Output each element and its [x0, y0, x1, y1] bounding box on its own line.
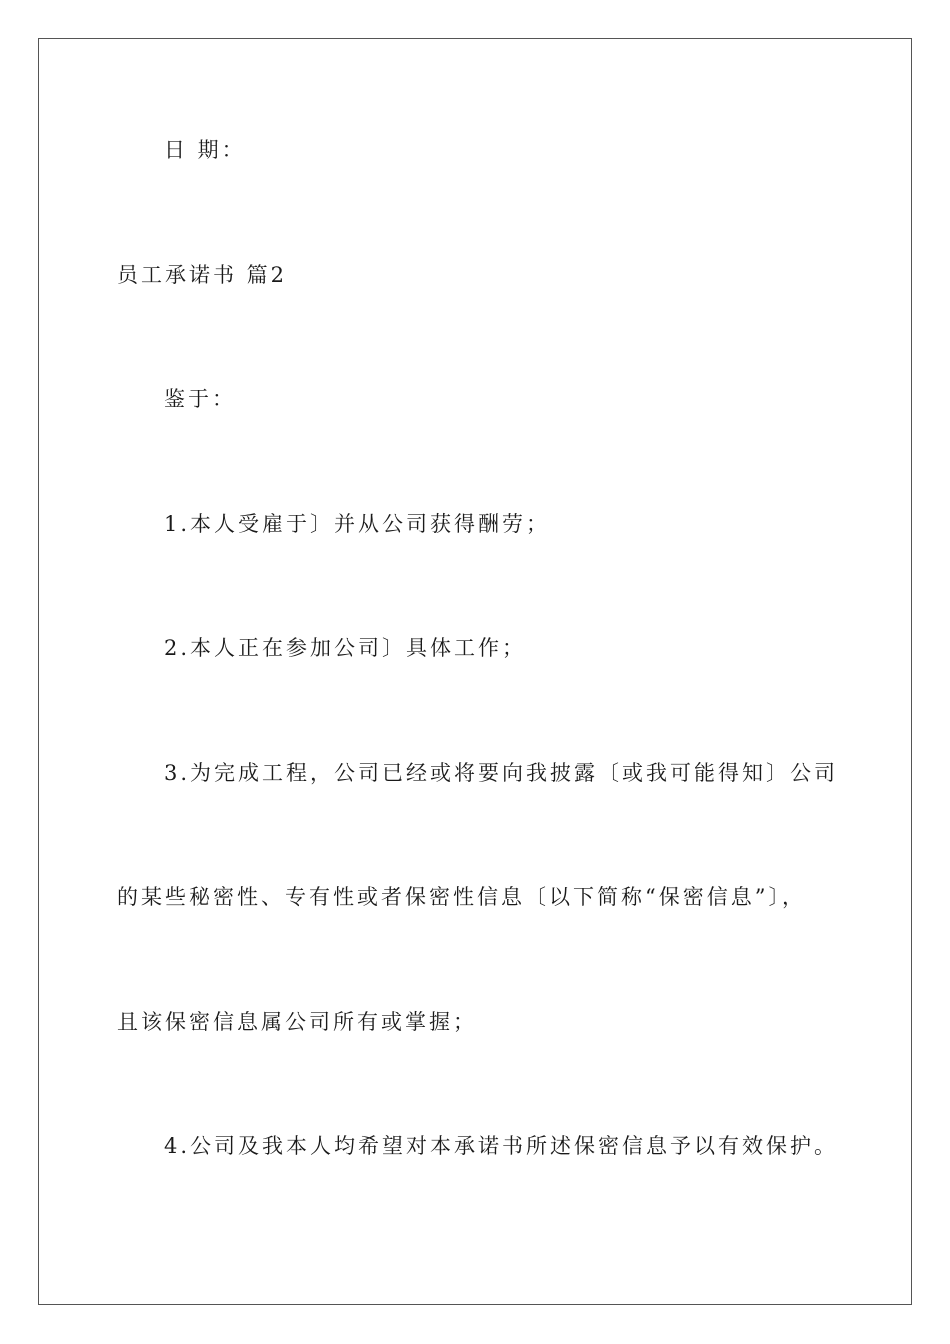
- page-border: [38, 38, 912, 1305]
- whereas-label: 鉴于：: [164, 387, 236, 411]
- clause-4: 4.公司及我本人均希望对本承诺书所述保密信息予以有效保护。: [164, 1134, 839, 1158]
- clause-1: 1.本人受雇于〕并从公司获得酬劳；: [164, 512, 551, 536]
- clause-3-line-2: 的某些秘密性、专有性或者保密性信息〔以下简称“保密信息”〕，: [117, 885, 806, 909]
- section-title: 员工承诺书 篇2: [117, 263, 288, 287]
- clause-2: 2.本人正在参加公司〕具体工作；: [164, 636, 527, 660]
- clause-3-line-1: 3.为完成工程，公司已经或将要向我披露〔或我可能得知〕公司: [164, 761, 839, 785]
- clause-3-line-3: 且该保密信息属公司所有或掌握；: [117, 1010, 477, 1034]
- date-label: 日 期：: [164, 138, 246, 162]
